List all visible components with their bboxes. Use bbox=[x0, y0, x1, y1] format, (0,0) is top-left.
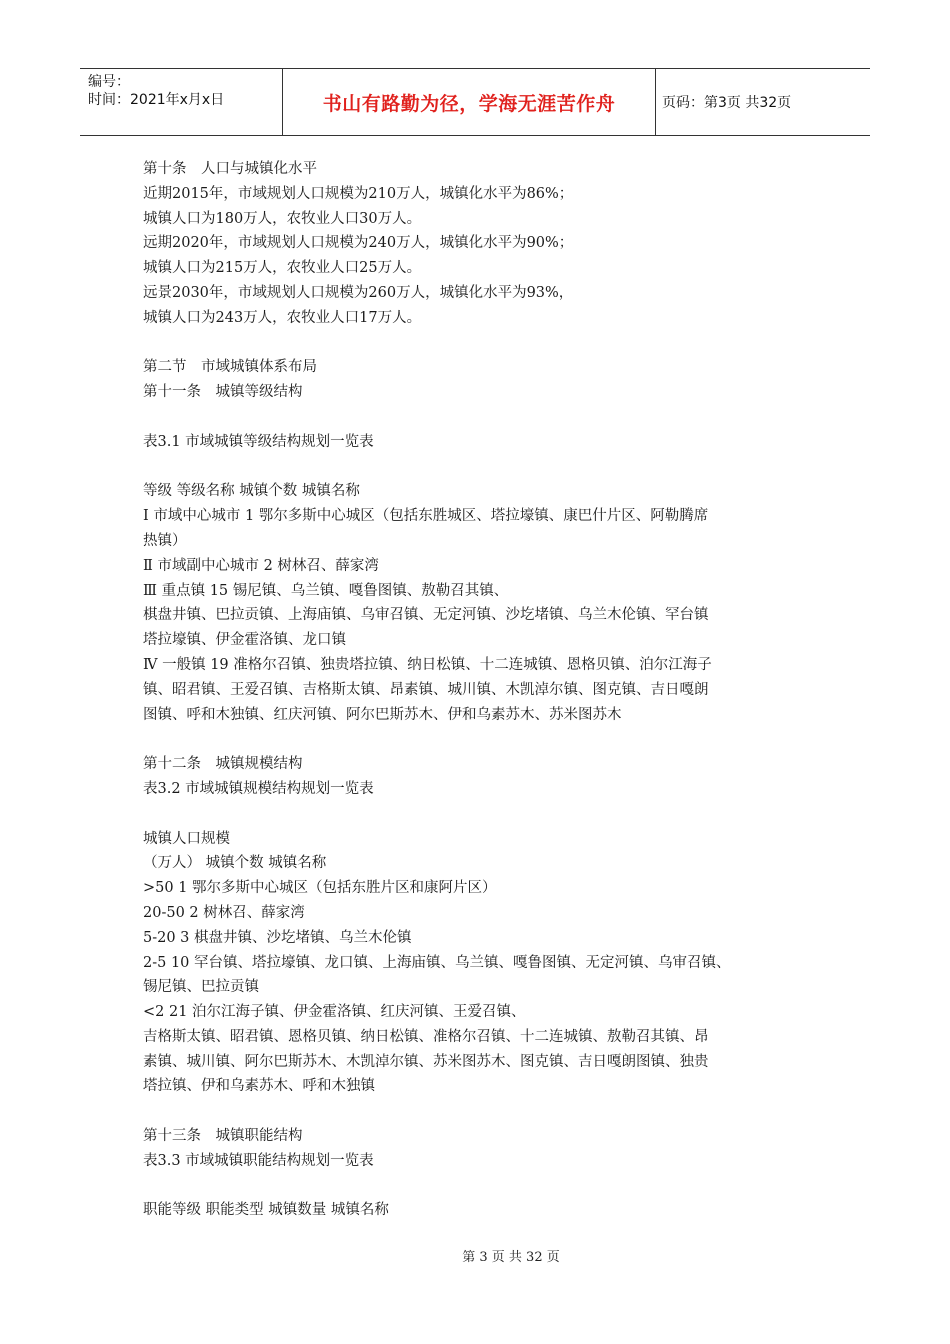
text-line: （万人） 城镇个数 城镇名称 bbox=[143, 855, 327, 872]
text-line: Ⅱ 市域副中心城市 2 树林召、薛家湾 bbox=[143, 557, 379, 574]
text-line: 5-20 3 棋盘井镇、沙圪堵镇、乌兰木伦镇 bbox=[143, 929, 412, 946]
blank-line bbox=[143, 802, 823, 827]
text-line: 吉格斯太镇、昭君镇、恩格贝镇、纳日松镇、准格尔召镇、十二连城镇、敖勒召其镇、昂 bbox=[143, 1028, 709, 1045]
text-line: I 市域中心城市 1 鄂尔多斯中心城区（包括东胜城区、塔拉壕镇、康巴什片区、阿勒腾席 bbox=[143, 508, 709, 525]
text-line: 塔拉壕镇、伊金霍洛镇、龙口镇 bbox=[143, 632, 346, 649]
text-line: 等级 等级名称 城镇个数 城镇名称 bbox=[143, 483, 360, 500]
text-line: 塔拉镇、伊和乌素苏木、呼和木独镇 bbox=[143, 1078, 375, 1095]
text-line: 素镇、城川镇、阿尔巴斯苏木、木凯淖尔镇、苏米图苏木、图克镇、吉日嘎朗图镇、独贵 bbox=[143, 1053, 709, 1070]
blank-line bbox=[143, 1174, 823, 1199]
text-line: 城镇人口为180万人，农牧业人口30万人。 bbox=[143, 210, 422, 227]
text-line: 近期2015年，市域规划人口规模为210万人，城镇化水平为86%； bbox=[143, 185, 574, 202]
text-line: 20-50 2 树林召、薛家湾 bbox=[143, 904, 305, 921]
text-line: <2 21 泊尔江海子镇、伊金霍洛镇、红庆河镇、王爱召镇、 bbox=[143, 1004, 526, 1021]
text-line: 第十一条 城镇等级结构 bbox=[143, 384, 303, 401]
text-line: 职能等级 职能类型 城镇数量 城镇名称 bbox=[143, 1202, 389, 1219]
motto: 书山有路勤为径，学海无涯苦作舟 bbox=[282, 69, 656, 135]
blank-line bbox=[143, 1099, 823, 1124]
blank-line bbox=[143, 331, 823, 356]
text-line: 棋盘井镇、巴拉贡镇、上海庙镇、乌审召镇、无定河镇、沙圪堵镇、乌兰木伦镇、罕台镇 bbox=[143, 607, 709, 624]
text-line: 2-5 10 罕台镇、塔拉壕镇、龙口镇、上海庙镇、乌兰镇、嘎鲁图镇、无定河镇、乌审召镇、 bbox=[143, 954, 731, 971]
text-line: 远景2030年，市域规划人口规模为260万人，城镇化水平为93%， bbox=[143, 284, 574, 301]
date-label: 时间：2021年x月x日 bbox=[88, 92, 225, 108]
page-footer: 第 3 页 共 32 页 bbox=[462, 1250, 560, 1265]
text-line: 第十三条 城镇职能结构 bbox=[143, 1128, 303, 1145]
page-header bbox=[80, 68, 870, 136]
text-line: 远期2020年，市域规划人口规模为240万人，城镇化水平为90%； bbox=[143, 235, 574, 252]
text-line: 城镇人口为243万人，农牧业人口17万人。 bbox=[143, 309, 422, 326]
blank-line bbox=[143, 455, 823, 480]
text-line: 表3.3 市域城镇职能结构规划一览表 bbox=[143, 1152, 374, 1169]
blank-line bbox=[143, 727, 823, 752]
header-left bbox=[80, 69, 282, 135]
page-indicator: 页码：第3页 共32页 bbox=[662, 95, 792, 111]
text-line: 城镇人口规模 bbox=[143, 830, 230, 847]
text-line: 镇、昭君镇、王爱召镇、吉格斯太镇、昂素镇、城川镇、木凯淖尔镇、图克镇、吉日嘎朗 bbox=[143, 681, 709, 698]
text-line: 锡尼镇、巴拉贡镇 bbox=[143, 979, 259, 996]
text-line: 热镇） bbox=[143, 532, 187, 549]
blank-line bbox=[143, 405, 823, 430]
text-line: 第十条 人口与城镇化水平 bbox=[143, 161, 317, 177]
text-line: 城镇人口为215万人，农牧业人口25万人。 bbox=[143, 260, 422, 277]
text-line: 第十二条 城镇规模结构 bbox=[143, 756, 303, 773]
text-line: 表3.2 市域城镇规模结构规划一览表 bbox=[143, 780, 374, 797]
text-line: Ⅳ 一般镇 19 准格尔召镇、独贵塔拉镇、纳日松镇、十二连城镇、恩格贝镇、泊尔江海子 bbox=[143, 656, 712, 673]
text-line: 图镇、呼和木独镇、红庆河镇、阿尔巴斯苏木、伊和乌素苏木、苏米图苏木 bbox=[143, 706, 622, 723]
document-body bbox=[143, 157, 823, 1223]
text-line: 表3.1 市域城镇等级结构规划一览表 bbox=[143, 433, 374, 450]
text-line: Ⅲ 重点镇 15 锡尼镇、乌兰镇、嘎鲁图镇、敖勒召其镇、 bbox=[143, 582, 509, 599]
text-line: 第二节 市域城镇体系布局 bbox=[143, 359, 317, 376]
number-label: 编号： bbox=[88, 74, 130, 90]
text-line: >50 1 鄂尔多斯中心城区（包括东胜片区和康阿片区） bbox=[143, 880, 497, 897]
